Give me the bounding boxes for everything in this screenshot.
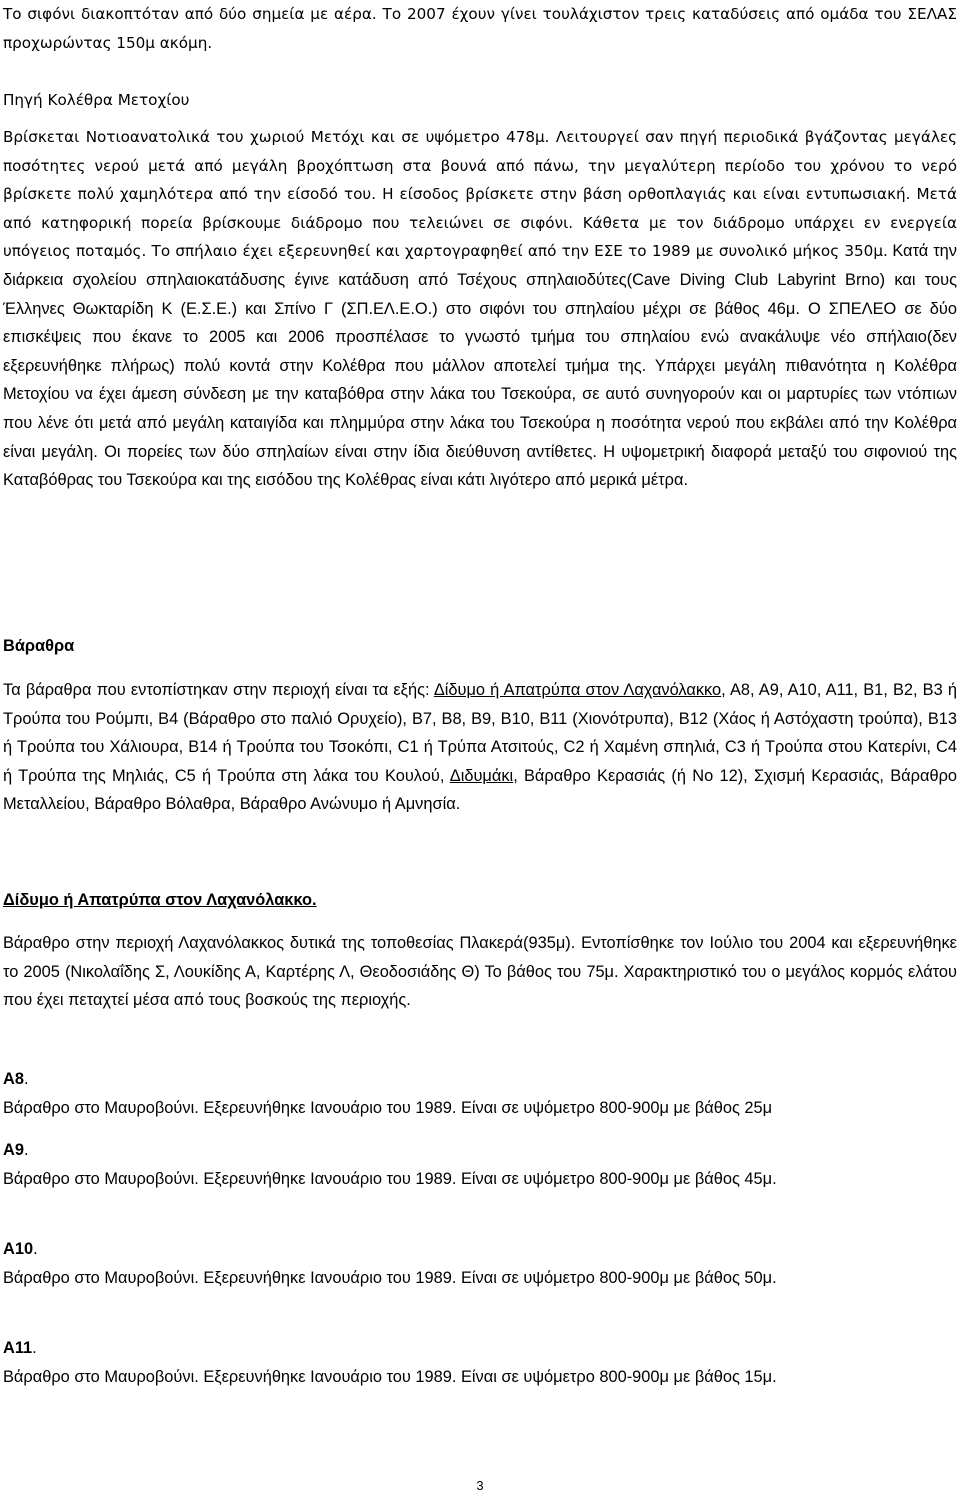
kolethra-heading [3,86,957,115]
entry-code-dot: . [32,1339,37,1357]
varathra-heading-text: Βάραθρα [3,637,75,655]
entry-a9 [3,1136,957,1193]
entry-text: Βάραθρο στο Μαυροβούνι. Εξερευνήθηκε Ιανουάριο του 1989. Είναι σε υψόμετρο 800-900μ με βάθος 50μ. [3,1268,777,1287]
entry-code-dot: . [23,1141,29,1159]
entry-code: Α9 [3,1141,24,1159]
intro-text: Το σιφόνι διακοπτόταν από δύο σημεία με αέρα. Το 2007 έχουν γίνει τουλάχιστον τρεις καταδύσεις από ομάδα του ΣΕΛΑΣ προχωρώντας 150μ ακόμη. [3,5,957,52]
entry-a10 [3,1235,957,1292]
varathra-text-end: , Βάραθρο Κερασιάς (ή Νο 12), Σχισμή Κερασιάς, Βάραθρο Μεταλλείου, Βάραθρο Βόλαθρα, Βάραθρο Ανώνυμο ή Αμνησία. [3,766,958,814]
kolethra-text-2: Κατά την διάρκεια σχολείου σπηλαιοκατάδυσης έγινε κατάδυση από Τσέχους σπηλαιοδύτες(Cave Diving Club Labyrint Brno) και τους Έλληνες Θωκταρίδη Κ (Ε.Σ.Ε.) και Σπίνο Γ (ΣΠ.ΕΛ.Ε.Ο.) στο σιφόνι του σπηλαίου μέχρι σε βάθος 46μ. Ο ΣΠΕΛΕΟ σε δύο επισκέψεις που έκανε το 2005 και 2006 προσπέλασε το γνωστό τμήμα του σπηλαίου ενώ ανακάλυψε νέο σπήλαιο(δεν εξερευνήθηκε πλήρως) πολύ κοντά στην Κολέθρα που μάλλον αποτελεί τμήμα της. Υπάρχει μεγάλη πιθανότητα η Κολέθρα Μετοχίου να έχει άμεση σύνδεση με την καταβόθρα στην λάκα του Τσεκούρα, σε αυτό συνηγορούν και οι μαρτυρίες των ντόπιων που λένε ότι μετά από μεγάλη καταιγίδα και πλημμύρα στην λάκα του Τσεκούρα η ποσότητα νερού που εκβάλει από την Κολέθρα είναι μεγάλη. Οι πορείες των δύο σπηλαίων είναι στην ίδια διεύθυνση αντίθετες. Η υψομετρική διαφορά μεταξύ του σιφονιού της Καταβόθρας του Τσεκούρα και της εισόδου της Κολέθρας είναι κάτι λιγότερο από μερικά μέτρα. [3,242,957,490]
intro-paragraph [3,0,957,57]
varathra-text-rest: , Α8, Α9, Α10, Α11, Β1, Β2, Β3 ή Τρούπα του Ρούμπι, Β4 (Βάραθρο στο παλιό Ορυχείο), Β7, Β8, Β9, Β10, Β11 (Χιονότρυπα), Β12 (Χάος ή Αστόχαστη τρούπα), Β13 ή Τρούπα του Χάλιουρα, Β14 ή Τρούπα του Τσοκόπι, C1 ή Τρύπα Ατσιτούς, C2 ή Χαμένη σπηλιά, C3 ή Τρούπα στου Κατερίνι, C4 ή Τρούπα της Μηλιάς, C5 ή Τρούπα στη λάκα του Κουλού, [3,681,957,785]
didymaki-link[interactable]: Διδυμάκι [449,766,514,785]
entry-a8 [3,1065,957,1122]
kolethra-heading-text: Πηγή Κολέθρα Μετοχίου [3,91,190,109]
entry-a11 [3,1334,957,1391]
varathra-paragraph [3,676,957,819]
entry-code-dot: . [23,1070,29,1088]
entry-text: Βάραθρο στο Μαυροβούνι. Εξερευνήθηκε Ιανουάριο του 1989. Είναι σε υψόμετρο 800-900μ με βάθος 45μ. [3,1169,777,1188]
entry-code-dot: . [33,1240,38,1258]
didymo-heading [3,886,957,915]
didymo-link[interactable]: Δίδυμο ή Απατρύπα στον Λαχανόλακκο [433,681,722,699]
page-number: 3 [476,1478,484,1493]
entry-text: Βάραθρο στο Μαυροβούνι. Εξερευνήθηκε Ιανουάριο του 1989. Είναι σε υψόμετρο 800-900μ με βάθος 25μ [3,1098,773,1117]
didymo-heading-text: Δίδυμο ή Απατρύπα στον Λαχανόλακκο. [3,891,317,909]
kolethra-text: Βρίσκεται Νοτιοανατολικά του χωριού Μετόχι και σε υψόμετρο 478μ. Λειτουργεί σαν πηγή περιοδικά βγάζοντας μεγάλες ποσότητες νερού μετά από μεγάλη βροχόπτωση στα βουνά από πάνω, την μεγαλύτερη περίοδο του χρόνου το νερό βρίσκετε πολύ χαμηλότερα από την είσοδό του. Η είσοδος βρίσκετε στην βάση ορθοπλαγιάς και είναι εντυπωσιακή. Μετά από κατηφορική πορεία βρίσκουμε διάδρομο που τελειώνει σε σιφόνι. Κάθετα με τον διάδρομο υπάρχει εν ενεργεία υπόγειος ποταμός. Το σπήλαιο έχει εξερευνηθεί και χαρτογραφηθεί από την ΕΣΕ το 1989 με συνολικό μήκος 350μ. [3,128,957,261]
entry-text: Βάραθρο στο Μαυροβούνι. Εξερευνήθηκε Ιανουάριο του 1989. Είναι σε υψόμετρο 800-900μ με βάθος 15μ. [3,1367,777,1386]
entry-code: Α8 [3,1070,24,1088]
varathra-text: Τα βάραθρα που εντοπίστηκαν στην περιοχή είναι τα εξής: [3,681,430,699]
kolethra-paragraph [3,123,957,495]
didymo-paragraph [3,929,957,1015]
varathra-heading [3,632,957,661]
entry-code: Α11 [3,1339,33,1357]
didymo-text: Βάραθρο στην περιοχή Λαχανόλακκος δυτικά της τοποθεσίας Πλακερά(935μ). Εντοπίσθηκε τον Ιούλιο του 2004 και εξερευνήθηκε το 2005 (Νικολαΐδης Σ, Λουκίδης Α, Καρτέρης Λ, Θεοδοσιάδης Θ) Το βάθος του 75μ. Χαρακτηριστικό του ο μεγάλος κορμός ελάτου που έχει πεταχτεί μέσα από τους βοσκούς της περιοχής. [3,934,957,1010]
entry-code: Α10 [3,1240,34,1258]
